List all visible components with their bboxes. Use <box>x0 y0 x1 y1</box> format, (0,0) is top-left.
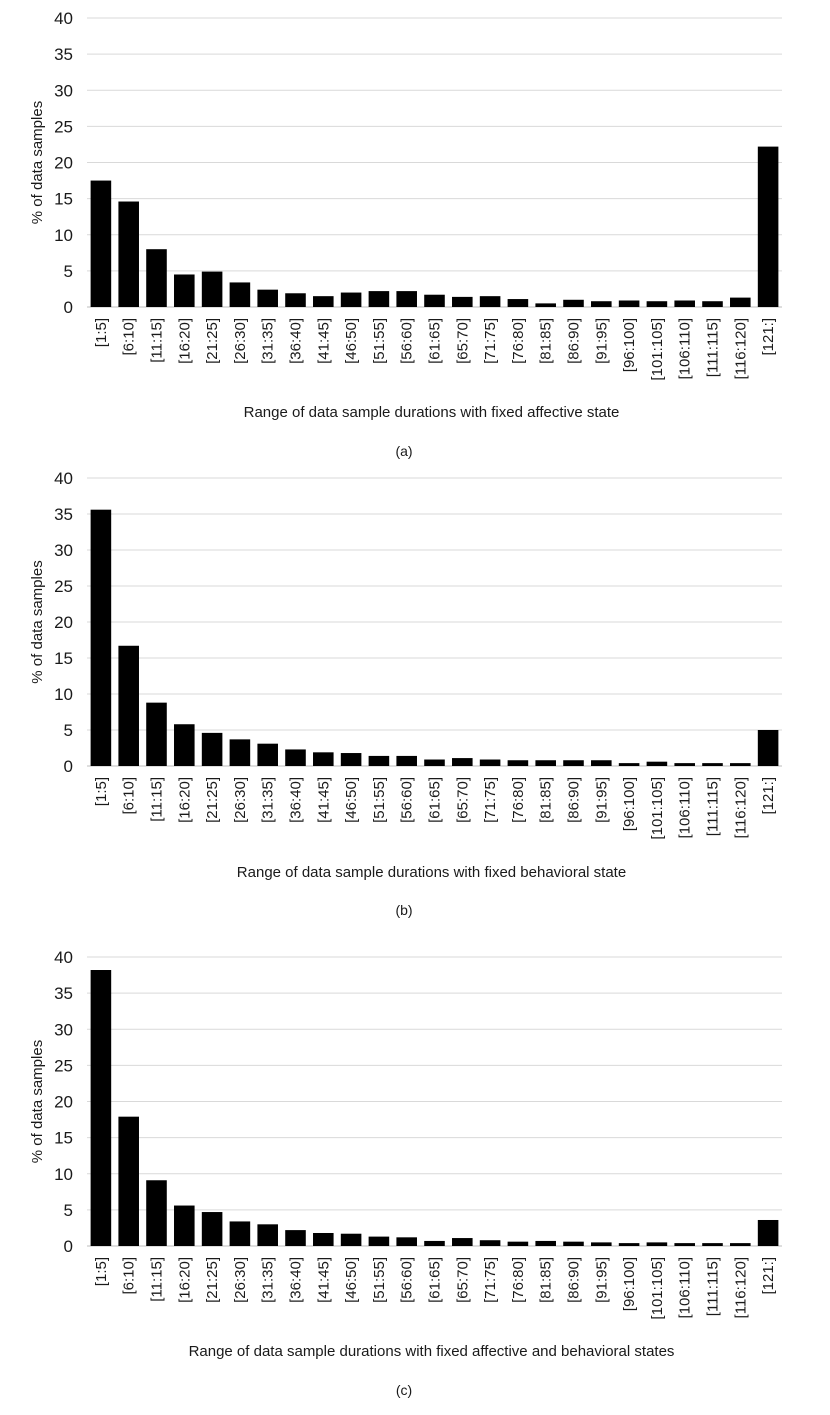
bar-[41:45] <box>313 296 334 307</box>
bar-[116:120] <box>730 298 751 307</box>
y-tick-label: 10 <box>54 1164 73 1184</box>
bar-[46:50] <box>341 1234 362 1246</box>
y-tick-label: 5 <box>63 261 73 281</box>
bar-[56:60] <box>396 291 417 307</box>
y-tick-label: 35 <box>54 505 73 524</box>
x-tick-label: [121:] <box>760 1257 778 1295</box>
bar-[46:50] <box>341 293 362 307</box>
bar-[81:85] <box>535 1241 556 1246</box>
x-tick-label: [36:40] <box>287 318 305 364</box>
bar-[86:90] <box>563 1242 584 1246</box>
y-tick-label: 0 <box>63 757 73 776</box>
bar-[11:15] <box>146 703 167 766</box>
bar-[51:55] <box>369 756 390 766</box>
bar-[31:35] <box>257 290 278 307</box>
bar-[76:80] <box>508 299 529 307</box>
figure-caption: (a) <box>395 443 413 459</box>
x-tick-label: [56:60] <box>398 1257 416 1303</box>
bar-[86:90] <box>563 300 584 307</box>
bar-[16:20] <box>174 1206 195 1246</box>
x-tick-label: [86:90] <box>565 318 583 364</box>
bar-chart-b <box>0 460 830 930</box>
bar-[81:85] <box>535 303 556 307</box>
bar-[71:75] <box>480 1240 501 1246</box>
x-tick-label: [26:30] <box>231 777 249 823</box>
y-tick-label: 40 <box>54 9 73 28</box>
x-tick-label: [76:80] <box>509 777 527 823</box>
x-tick-label: [71:75] <box>482 777 500 823</box>
bar-[6:10] <box>118 646 139 766</box>
y-tick-label: 10 <box>54 685 73 704</box>
x-tick-label: [121:] <box>760 777 778 815</box>
bar-[21:25] <box>202 272 223 307</box>
bar-[26:30] <box>230 282 251 307</box>
y-tick-label: 15 <box>54 189 73 209</box>
x-tick-label: [106:110] <box>676 318 694 380</box>
x-tick-label: [6:10] <box>120 1257 138 1295</box>
x-tick-label: [6:10] <box>120 318 138 356</box>
bar-[6:10] <box>118 202 139 307</box>
x-tick-label: [21:25] <box>204 318 222 364</box>
y-tick-label: 35 <box>54 45 73 65</box>
x-tick-label: [76:80] <box>509 1257 527 1303</box>
x-tick-label: [6:10] <box>120 777 138 815</box>
y-tick-label: 0 <box>63 1237 73 1256</box>
bar-[106:110] <box>674 1243 695 1246</box>
bar-[121:] <box>758 730 779 766</box>
x-tick-label: [16:20] <box>176 777 194 823</box>
bar-[96:100] <box>619 1243 640 1246</box>
x-tick-label: [16:20] <box>176 1257 194 1303</box>
bar-[31:35] <box>257 1224 278 1246</box>
bar-[96:100] <box>619 300 640 307</box>
x-tick-label: [21:25] <box>204 1257 222 1303</box>
x-tick-label: [106:110] <box>676 777 694 839</box>
x-tick-label: [116:120] <box>732 318 750 380</box>
x-tick-label: [36:40] <box>287 777 305 823</box>
x-tick-label: [96:100] <box>621 318 639 373</box>
x-axis-label: Range of data sample durations with fixed behavioral state <box>236 864 627 881</box>
x-tick-label: [21:25] <box>204 777 222 823</box>
y-tick-label: 0 <box>63 298 73 317</box>
bar-[56:60] <box>396 1237 417 1246</box>
x-tick-label: [106:110] <box>676 1257 694 1319</box>
bar-[16:20] <box>174 274 195 307</box>
bar-[21:25] <box>202 1212 223 1246</box>
bar-[11:15] <box>146 1180 167 1246</box>
bar-[111:115] <box>702 763 723 766</box>
bar-[61:65] <box>424 760 445 766</box>
x-tick-label: [46:50] <box>343 777 361 823</box>
x-tick-label: [121:] <box>760 318 778 356</box>
bar-[26:30] <box>230 739 251 766</box>
x-tick-label: [46:50] <box>343 318 361 364</box>
x-tick-label: [36:40] <box>287 1257 305 1303</box>
x-axis-label: Range of data sample durations with fixed affective state <box>243 404 620 421</box>
bar-chart-c <box>0 940 830 1410</box>
x-tick-label: [91:95] <box>593 777 611 823</box>
bar-[1:5] <box>91 970 112 1246</box>
bar-[36:40] <box>285 1230 306 1246</box>
bar-[1:5] <box>91 510 112 766</box>
x-tick-label: [31:35] <box>259 318 277 364</box>
y-tick-label: 25 <box>54 1056 73 1076</box>
y-tick-label: 30 <box>54 1020 73 1040</box>
x-tick-label: [31:35] <box>259 1257 277 1303</box>
y-tick-label: 30 <box>54 81 73 101</box>
y-axis-label: % of data samples <box>29 1039 46 1164</box>
bar-[16:20] <box>174 724 195 766</box>
x-tick-label: [91:95] <box>593 1257 611 1303</box>
x-tick-label: [101:105] <box>648 318 666 381</box>
x-tick-label: [86:90] <box>565 777 583 823</box>
bar-[86:90] <box>563 760 584 766</box>
x-tick-label: [76:80] <box>509 318 527 364</box>
x-tick-label: [71:75] <box>482 318 500 364</box>
y-tick-label: 20 <box>54 613 73 632</box>
x-tick-label: [41:45] <box>315 777 333 823</box>
x-tick-label: [81:85] <box>537 318 555 364</box>
bar-[65:70] <box>452 297 473 307</box>
y-tick-label: 40 <box>54 948 73 967</box>
x-tick-label: [51:55] <box>370 1257 388 1303</box>
y-tick-label: 5 <box>63 1200 73 1220</box>
chart-panel-b <box>0 460 830 930</box>
bar-[61:65] <box>424 295 445 307</box>
x-tick-label: [1:5] <box>92 777 110 807</box>
bar-[76:80] <box>508 1242 529 1246</box>
bar-[71:75] <box>480 296 501 307</box>
bar-[41:45] <box>313 752 334 766</box>
x-tick-label: [91:95] <box>593 318 611 364</box>
x-tick-label: [51:55] <box>370 318 388 364</box>
x-tick-label: [11:15] <box>148 777 166 822</box>
bar-[6:10] <box>118 1117 139 1246</box>
x-tick-label: [86:90] <box>565 1257 583 1303</box>
x-tick-label: [111:115] <box>704 1257 722 1317</box>
bar-[65:70] <box>452 758 473 766</box>
x-tick-label: [65:70] <box>454 777 472 823</box>
bar-[46:50] <box>341 753 362 766</box>
bar-[106:110] <box>674 300 695 307</box>
x-tick-label: [71:75] <box>482 1257 500 1303</box>
chart-panel-a <box>0 0 830 470</box>
bar-[21:25] <box>202 733 223 766</box>
bar-[61:65] <box>424 1241 445 1246</box>
x-tick-label: [56:60] <box>398 318 416 364</box>
y-tick-label: 10 <box>54 225 73 245</box>
bar-[116:120] <box>730 1243 751 1246</box>
x-tick-label: [11:15] <box>148 318 166 363</box>
x-tick-label: [16:20] <box>176 318 194 364</box>
bar-[31:35] <box>257 744 278 766</box>
y-tick-label: 25 <box>54 577 73 596</box>
bar-[91:95] <box>591 301 612 307</box>
bar-[91:95] <box>591 1242 612 1246</box>
x-tick-label: [101:105] <box>648 1257 666 1320</box>
x-tick-label: [51:55] <box>370 777 388 823</box>
bar-[56:60] <box>396 756 417 766</box>
bar-[36:40] <box>285 293 306 307</box>
y-tick-label: 15 <box>54 1128 73 1148</box>
x-tick-label: [41:45] <box>315 318 333 364</box>
x-tick-label: [81:85] <box>537 777 555 823</box>
x-tick-label: [65:70] <box>454 1257 472 1303</box>
x-tick-label: [96:100] <box>621 777 639 832</box>
y-tick-label: 5 <box>63 721 73 740</box>
bar-[26:30] <box>230 1221 251 1246</box>
y-tick-label: 30 <box>54 541 73 560</box>
bar-[65:70] <box>452 1238 473 1246</box>
bar-[51:55] <box>369 291 390 307</box>
bar-[116:120] <box>730 763 751 766</box>
bar-[51:55] <box>369 1237 390 1246</box>
bar-[101:105] <box>647 301 668 307</box>
bar-[121:] <box>758 1220 779 1246</box>
x-tick-label: [61:65] <box>426 318 444 364</box>
x-tick-label: [65:70] <box>454 318 472 364</box>
x-tick-label: [41:45] <box>315 1257 333 1303</box>
bar-chart-a <box>0 0 830 470</box>
x-tick-label: [96:100] <box>621 1257 639 1312</box>
x-tick-label: [111:115] <box>704 318 722 378</box>
bar-[91:95] <box>591 760 612 766</box>
chart-panel-c <box>0 940 830 1410</box>
bar-[1:5] <box>91 181 112 307</box>
x-tick-label: [31:35] <box>259 777 277 823</box>
x-tick-label: [81:85] <box>537 1257 555 1303</box>
x-tick-label: [46:50] <box>343 1257 361 1303</box>
x-tick-label: [61:65] <box>426 777 444 823</box>
y-tick-label: 35 <box>54 984 73 1004</box>
x-tick-label: [116:120] <box>732 1257 750 1319</box>
bar-[111:115] <box>702 1243 723 1246</box>
y-tick-label: 25 <box>54 117 73 137</box>
x-tick-label: [56:60] <box>398 777 416 823</box>
x-tick-label: [116:120] <box>732 777 750 839</box>
bar-[121:] <box>758 147 779 307</box>
bar-[76:80] <box>508 760 529 766</box>
x-tick-label: [26:30] <box>231 1257 249 1303</box>
bar-[96:100] <box>619 763 640 766</box>
bar-[101:105] <box>647 762 668 766</box>
y-tick-label: 15 <box>54 649 73 668</box>
y-tick-label: 20 <box>54 1092 73 1112</box>
figure-caption: (c) <box>395 1382 413 1398</box>
x-tick-label: [111:115] <box>704 777 722 837</box>
y-axis-label: % of data samples <box>29 100 46 225</box>
y-tick-label: 20 <box>54 153 73 173</box>
bar-[111:115] <box>702 301 723 307</box>
x-tick-label: [1:5] <box>92 1257 110 1287</box>
x-tick-label: [26:30] <box>231 318 249 364</box>
bar-[81:85] <box>535 760 556 766</box>
y-axis-label: % of data samples <box>29 560 46 684</box>
y-tick-label: 40 <box>54 469 73 488</box>
x-tick-label: [1:5] <box>92 318 110 348</box>
bar-[11:15] <box>146 249 167 307</box>
bar-[41:45] <box>313 1233 334 1246</box>
bar-[106:110] <box>674 763 695 766</box>
x-axis-label: Range of data sample durations with fixed affective and behavioral states <box>188 1343 675 1360</box>
x-tick-label: [61:65] <box>426 1257 444 1303</box>
bar-[101:105] <box>647 1242 668 1246</box>
figure-caption: (b) <box>395 902 413 918</box>
bar-[71:75] <box>480 760 501 766</box>
x-tick-label: [101:105] <box>648 777 666 840</box>
bar-[36:40] <box>285 749 306 766</box>
x-tick-label: [11:15] <box>148 1257 166 1302</box>
